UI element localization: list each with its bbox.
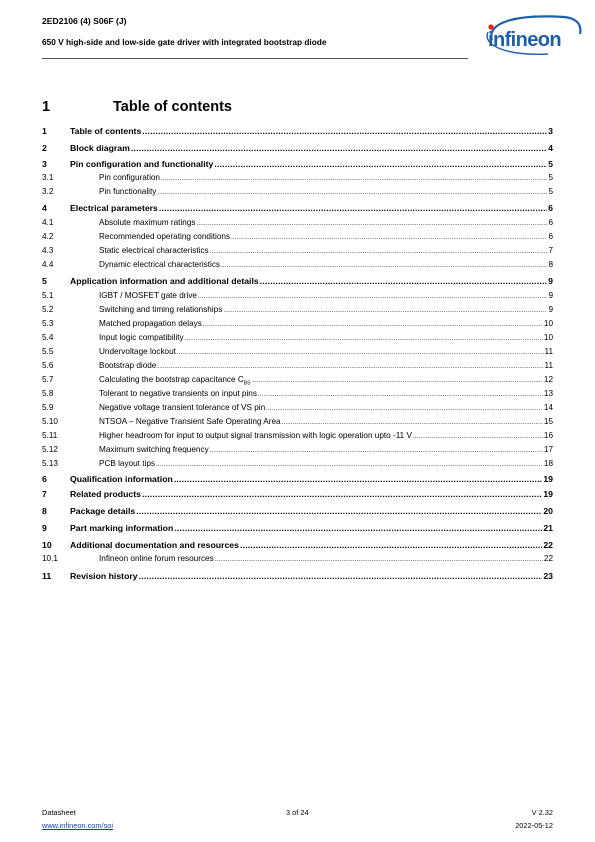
toc-entry-label-text: Static electrical characteristics (99, 246, 209, 255)
toc-entry-leader (157, 190, 547, 196)
svg-text:infineon: infineon (488, 29, 561, 51)
toc-entry-label[interactable] (99, 187, 156, 196)
toc-entry[interactable] (42, 347, 553, 356)
toc-entry-number: 11 (42, 571, 52, 581)
toc-entry-number: 5.3 (42, 319, 54, 328)
toc-entry-label-subscript: BS (243, 380, 251, 387)
toc-entry[interactable] (42, 246, 553, 255)
toc-entry[interactable] (42, 260, 553, 269)
toc-entry-leader (413, 434, 543, 440)
toc-entry-page: 7 (548, 246, 553, 255)
toc-entry-page: 20 (543, 506, 553, 516)
toc-entry-label-text: Dynamic electrical characteristics (99, 260, 221, 269)
toc-entry-leader (251, 378, 542, 384)
toc-entry-leader (131, 143, 547, 153)
toc-entry-leader (174, 474, 543, 484)
document-description: 650 V high-side and low-side gate driver with integrated bootstrap diode (42, 37, 327, 47)
toc-entry-label[interactable] (99, 333, 184, 342)
toc-entry-leader (161, 176, 547, 182)
toc-entry-label[interactable] (99, 554, 214, 563)
toc-entry[interactable] (42, 305, 553, 314)
toc-entry-label-text: Pin functionality (99, 187, 157, 196)
toc-entry-page: 19 (543, 489, 553, 499)
toc-entry-leader (221, 263, 547, 269)
toc-entry-label-text: Electrical parameters (70, 203, 158, 213)
toc-entry-label[interactable] (99, 445, 209, 454)
toc-entry-label-text: Pin configuration and functionality (70, 159, 214, 169)
toc-entry-number: 9 (42, 523, 47, 533)
toc-entry-number: 6 (42, 474, 47, 484)
toc-entry-page: 9 (548, 276, 553, 286)
toc-entry-page: 11 (544, 361, 553, 370)
toc-entry-label-text: Package details (70, 506, 136, 516)
toc-entry-leader (266, 406, 543, 412)
toc-entry-label[interactable] (99, 246, 209, 255)
toc-entry-label-text: NTSOA – Negative Transient Safe Operating Area (99, 417, 281, 426)
toc-entry-number: 5.5 (42, 347, 54, 356)
toc-entry-label-text: Infineon online forum resources (99, 554, 214, 563)
toc-entry-number: 10 (42, 540, 52, 550)
toc-entry-label[interactable] (99, 291, 197, 300)
toc-entry-page: 10 (543, 319, 553, 328)
toc-entry-label[interactable] (70, 159, 213, 169)
toc-entry-label[interactable] (99, 431, 412, 440)
section-number: 1 (42, 99, 51, 115)
toc-entry-page: 21 (543, 523, 553, 533)
toc-entry-label-text: Part marking information (70, 523, 174, 533)
toc-entry[interactable] (42, 571, 553, 581)
toc-entry-number: 5.9 (42, 403, 54, 412)
toc-entry[interactable] (42, 403, 553, 412)
toc-entry-number: 5.6 (42, 361, 54, 370)
toc-entry-label-text: Application information and additional details (70, 276, 259, 286)
toc-entry-label-text: Switching and timing relationships (99, 305, 223, 314)
footer-page-info: 3 of 24 (286, 808, 309, 817)
toc-entry-leader (282, 420, 543, 426)
toc-entry-label-text: Undervoltage lockout (99, 347, 176, 356)
toc-entry-label[interactable] (99, 218, 195, 227)
toc-entry[interactable] (42, 276, 553, 286)
toc-entry-label-text: Revision history (70, 571, 138, 581)
toc-entry-number: 2 (42, 143, 47, 153)
toc-entry-label[interactable] (70, 540, 239, 550)
toc-entry-label-text: Absolute maximum ratings (99, 218, 196, 227)
document-part-number: 2ED2106 (4) S06F (J) (42, 16, 127, 26)
toc-entry-leader (203, 322, 543, 328)
toc-entry-label-text: Pin configuration (99, 173, 160, 182)
toc-entry-label[interactable] (99, 173, 160, 182)
toc-entry[interactable] (42, 291, 553, 300)
toc-entry-leader (159, 203, 547, 213)
toc-entry-leader (258, 392, 543, 398)
toc-entry-leader (198, 294, 547, 300)
footer-date: 2022-05-12 (515, 821, 553, 830)
toc-entry-label-text: Maximum switching frequency (99, 445, 209, 454)
toc-entry[interactable] (42, 159, 553, 169)
toc-entry-label-text: Tolerant to negative transients on input pins (99, 389, 257, 398)
toc-entry-label[interactable] (99, 305, 222, 314)
toc-entry-page: 22 (543, 554, 553, 563)
toc-entry-page: 18 (543, 459, 553, 468)
toc-entry-number: 8 (42, 506, 47, 516)
toc-entry-page: 5 (548, 173, 553, 182)
footer-website-link[interactable]: www.infineon.com/soi (42, 821, 114, 830)
toc-entry-page: 16 (543, 431, 553, 440)
toc-entry-leader (231, 235, 547, 241)
toc-entry-number: 1 (42, 126, 47, 136)
toc-entry-label[interactable] (70, 126, 141, 136)
toc-entry-leader (223, 308, 547, 314)
toc-entry-label[interactable] (99, 361, 156, 370)
toc-entry-page: 9 (548, 291, 553, 300)
toc-entry-leader (156, 462, 543, 468)
toc-entry-label[interactable] (99, 375, 250, 387)
toc-entry-number: 10.1 (42, 554, 58, 563)
toc-entry[interactable] (42, 143, 553, 153)
toc-entry-number: 3.1 (42, 173, 54, 182)
toc-entry[interactable] (42, 523, 553, 533)
toc-entry-page: 12 (543, 375, 553, 384)
toc-entry[interactable] (42, 333, 553, 342)
toc-entry-page: 8 (548, 260, 553, 269)
toc-entry-label-text: Recommended operating conditions (99, 232, 231, 241)
toc-entry-label-text: Related products (70, 489, 141, 499)
toc-entry-label-text: Negative voltage transient tolerance of VS pin (99, 403, 266, 412)
infineon-logo (478, 10, 586, 62)
toc-entry-label-text: IGBT / MOSFET gate drive (99, 291, 197, 300)
toc-entry-page: 15 (543, 417, 553, 426)
toc-entry-label-text: Additional documentation and resources (70, 540, 239, 550)
toc-entry-leader (196, 221, 547, 227)
toc-entry-label[interactable] (70, 143, 130, 153)
toc-entry-page: 4 (548, 143, 553, 153)
toc-entry-label-text: Bootstrap diode (99, 361, 157, 370)
toc-entry-number: 5.11 (42, 431, 58, 440)
toc-entry[interactable] (42, 474, 553, 484)
toc-entry-leader (157, 364, 543, 370)
toc-entry-leader (177, 350, 544, 356)
toc-entry-label[interactable] (70, 203, 158, 213)
toc-entry-leader (240, 540, 542, 550)
toc-entry-page: 5 (548, 159, 553, 169)
toc-entry-number: 4.4 (42, 260, 54, 269)
toc-entry[interactable] (42, 218, 553, 227)
toc-entry-label[interactable] (99, 403, 265, 412)
toc-entry-label[interactable] (99, 389, 257, 398)
toc-entry[interactable] (42, 319, 553, 328)
toc-entry-number: 4.3 (42, 246, 54, 255)
toc-entry-number: 5.1 (42, 291, 54, 300)
toc-entry-number: 5.7 (42, 375, 54, 384)
toc-entry[interactable] (42, 203, 553, 213)
toc-entry[interactable] (42, 554, 553, 563)
toc-entry[interactable] (42, 232, 553, 241)
toc-entry-leader (142, 489, 542, 499)
toc-entry-number: 4.1 (42, 218, 54, 227)
toc-entry-leader (210, 448, 543, 454)
toc-entry-label[interactable] (99, 232, 230, 241)
toc-entry-page: 10 (543, 333, 553, 342)
toc-entry-label[interactable] (70, 571, 138, 581)
toc-entry-leader (260, 276, 547, 286)
toc-entry-label[interactable] (70, 489, 141, 499)
toc-entry-number: 5.8 (42, 389, 54, 398)
toc-entry-label-text: PCB layout tips (99, 459, 155, 468)
toc-entry-page: 9 (548, 305, 553, 314)
toc-entry[interactable] (42, 389, 553, 398)
footer-version: V 2.32 (531, 808, 553, 817)
toc-entry-label-text: Calculating the bootstrap capacitance C (99, 375, 244, 384)
toc-entry-number: 4 (42, 203, 47, 213)
toc-entry-number: 3 (42, 159, 47, 169)
toc-entry-label[interactable] (99, 319, 202, 328)
footer-doc-type: Datasheet (42, 808, 76, 817)
toc-entry-label[interactable] (70, 276, 259, 286)
toc-entry-leader (185, 336, 543, 342)
header-divider (42, 58, 468, 59)
toc-entry-page: 17 (543, 445, 553, 454)
toc-entry-number: 5.12 (42, 445, 58, 454)
toc-entry-leader (210, 249, 548, 255)
toc-entry[interactable] (42, 489, 553, 499)
toc-entry-number: 5.13 (42, 459, 58, 468)
toc-entry[interactable] (42, 445, 553, 454)
toc-entry-label[interactable] (99, 459, 155, 468)
toc-entry[interactable] (42, 361, 553, 370)
toc-entry[interactable] (42, 187, 553, 196)
toc-entry[interactable] (42, 540, 553, 550)
toc-entry-label[interactable] (70, 506, 135, 516)
toc-entry-leader (215, 557, 543, 563)
toc-entry-label-text: Block diagram (70, 143, 130, 153)
toc-entry-leader (136, 506, 542, 516)
toc-entry-number: 3.2 (42, 187, 54, 196)
toc-entry-page: 11 (544, 347, 553, 356)
toc-entry-label[interactable] (99, 417, 281, 426)
toc-entry-label[interactable] (99, 347, 176, 356)
toc-entry-label[interactable] (99, 260, 220, 269)
toc-entry-number: 5.10 (42, 417, 58, 426)
toc-entry[interactable] (42, 375, 553, 387)
toc-entry-label-text: Table of contents (70, 126, 142, 136)
toc-entry-number: 7 (42, 489, 47, 499)
toc-entry-number: 5.4 (42, 333, 54, 342)
toc-entry-page: 5 (548, 187, 553, 196)
toc-entry-page: 6 (548, 232, 553, 241)
toc-entry-leader (139, 571, 543, 581)
toc-entry-page: 13 (543, 389, 553, 398)
toc-entry-page: 6 (548, 218, 553, 227)
toc-entry-page: 22 (543, 540, 553, 550)
toc-entry-label[interactable] (70, 474, 173, 484)
toc-entry[interactable] (42, 506, 553, 516)
toc-entry-page: 19 (543, 474, 553, 484)
toc-entry-leader (214, 159, 547, 169)
toc-entry-page: 23 (543, 571, 553, 581)
toc-entry-leader (142, 126, 547, 136)
toc-entry-label-text: Qualification information (70, 474, 173, 484)
toc-entry-number: 4.2 (42, 232, 54, 241)
toc-entry-label-text: Input logic compatibility (99, 333, 184, 342)
toc-entry[interactable] (42, 431, 553, 440)
toc-entry-label-text: Higher headroom for input to output signal transmission with logic operation upto -11 V (99, 431, 412, 440)
toc-entry[interactable] (42, 459, 553, 468)
toc-entry-number: 5.2 (42, 305, 54, 314)
toc-entry-page: 6 (548, 203, 553, 213)
toc-entry-page: 3 (548, 126, 553, 136)
toc-entry-label-text: Matched propagation delays (99, 319, 202, 328)
toc-entry[interactable] (42, 173, 553, 182)
toc-entry-number: 5 (42, 276, 47, 286)
toc-entry-leader (174, 523, 542, 533)
section-title: Table of contents (113, 99, 232, 115)
toc-entry-page: 14 (543, 403, 553, 412)
toc-entry[interactable] (42, 126, 553, 136)
toc-entry[interactable] (42, 417, 553, 426)
toc-entry-label[interactable] (70, 523, 173, 533)
